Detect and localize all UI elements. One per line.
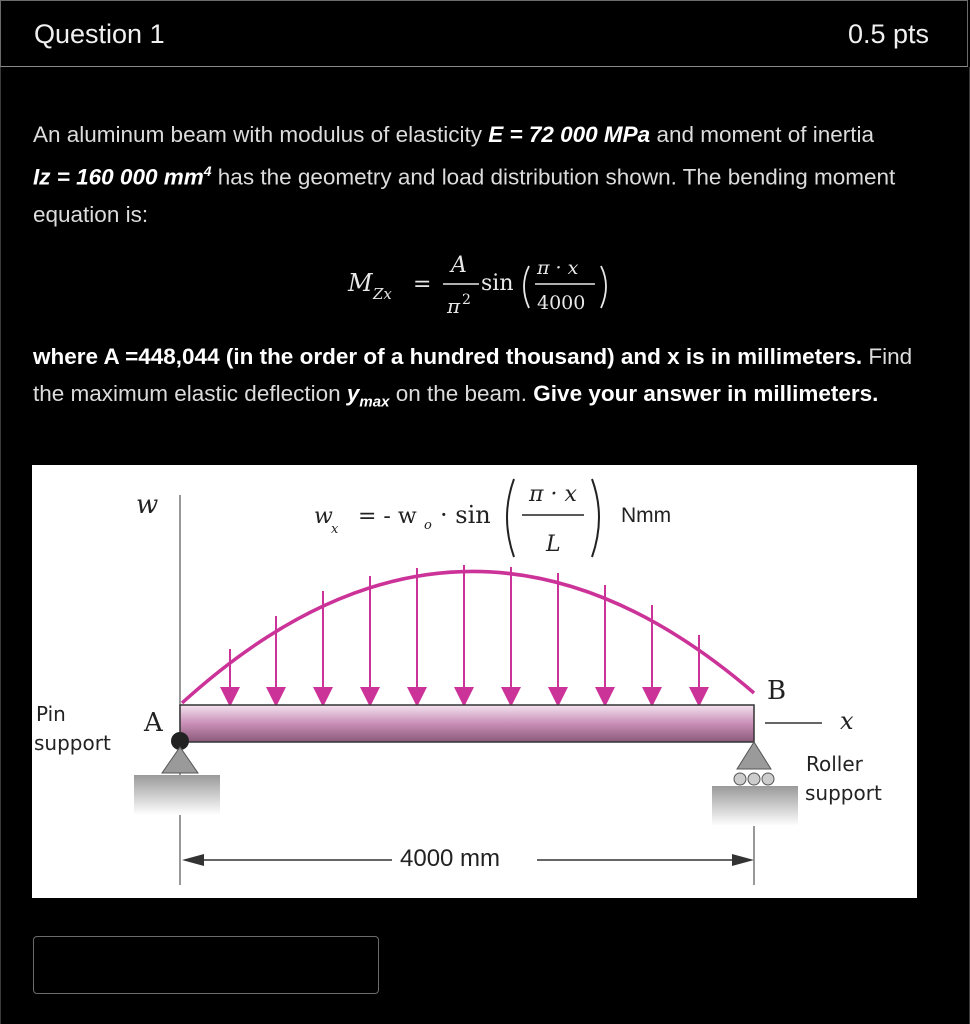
roller-wheel xyxy=(734,773,746,785)
dimension-arrow-right xyxy=(732,854,754,866)
load-eq-middle: = - w xyxy=(358,504,417,529)
inner-denominator: 4000 xyxy=(537,292,586,314)
w-axis-label: w xyxy=(136,490,159,520)
moment-symbol: M xyxy=(348,269,373,297)
ymax-subscript: max xyxy=(359,393,390,411)
question-header xyxy=(0,0,968,67)
beam xyxy=(180,705,754,742)
prompt-text-1: An aluminum beam with modulus of elasticity xyxy=(33,122,489,147)
roller-label-line1: Roller xyxy=(806,752,863,776)
load-eq-sin: · sin xyxy=(440,501,491,529)
roller-label-line2: support xyxy=(805,781,882,805)
pin-support-triangle xyxy=(162,747,198,773)
ymax-symbol: y xyxy=(346,381,360,406)
beam-diagram xyxy=(32,465,917,898)
pin-label-line2: support xyxy=(34,731,111,755)
inertia-exponent: 4 xyxy=(203,163,212,179)
roller-wheel xyxy=(762,773,774,785)
moment-subscript: Zx xyxy=(373,285,392,303)
denominator-exponent: 2 xyxy=(462,292,471,308)
modulus-value: E = 72 000 MPa xyxy=(488,122,651,147)
load-eq-w: w xyxy=(314,504,333,529)
load-inner-denominator: L xyxy=(546,532,561,557)
pin-label-line1: Pin xyxy=(36,702,66,726)
question-title: Question 1 xyxy=(34,19,165,49)
answer-instruction: Give your answer in millimeters. xyxy=(533,381,879,406)
question-points: 0.5 pts xyxy=(847,19,929,49)
where-text-3: on the beam. xyxy=(389,381,534,406)
point-b-label: B xyxy=(767,676,787,706)
point-a-label: A xyxy=(144,708,163,738)
pin-ground xyxy=(134,775,220,815)
question-instructions xyxy=(33,338,933,421)
sin-function: sin xyxy=(481,271,514,296)
prompt-text-3: has the geometry and load distribution shown. The bending moment equation is: xyxy=(33,164,896,227)
load-unit: Nmm xyxy=(621,504,672,527)
load-eq-subscript: x xyxy=(331,522,339,537)
prompt-text-2: and moment of inertia xyxy=(650,122,875,147)
length-label: 4000 mm xyxy=(400,845,501,872)
denominator-pi: π xyxy=(447,294,461,318)
load-inner-numerator: π · x xyxy=(529,482,577,507)
left-border xyxy=(0,67,1,1024)
load-distribution-curve xyxy=(182,571,754,703)
roller-support-triangle xyxy=(737,742,771,769)
inner-numerator: π · x xyxy=(537,257,579,279)
where-text: where A =448,044 (in the order of a hundred thousand) and x is in millimeters. xyxy=(33,344,863,369)
load-eq-w0-subscript: o xyxy=(424,518,432,533)
question-prompt xyxy=(33,116,933,233)
where-text-2: Find the maximum elastic deflection xyxy=(33,344,913,406)
dimension-arrow-left xyxy=(182,854,204,866)
numerator-a: A xyxy=(451,253,467,278)
roller-wheel xyxy=(748,773,760,785)
moment-equation xyxy=(345,248,645,318)
load-arrows xyxy=(230,565,699,697)
inertia-value: Iz = 160 000 mm xyxy=(33,164,204,190)
answer-input[interactable] xyxy=(33,936,379,994)
x-axis-label: x xyxy=(840,707,854,735)
equals-sign: = xyxy=(413,272,432,297)
roller-ground xyxy=(712,786,798,826)
